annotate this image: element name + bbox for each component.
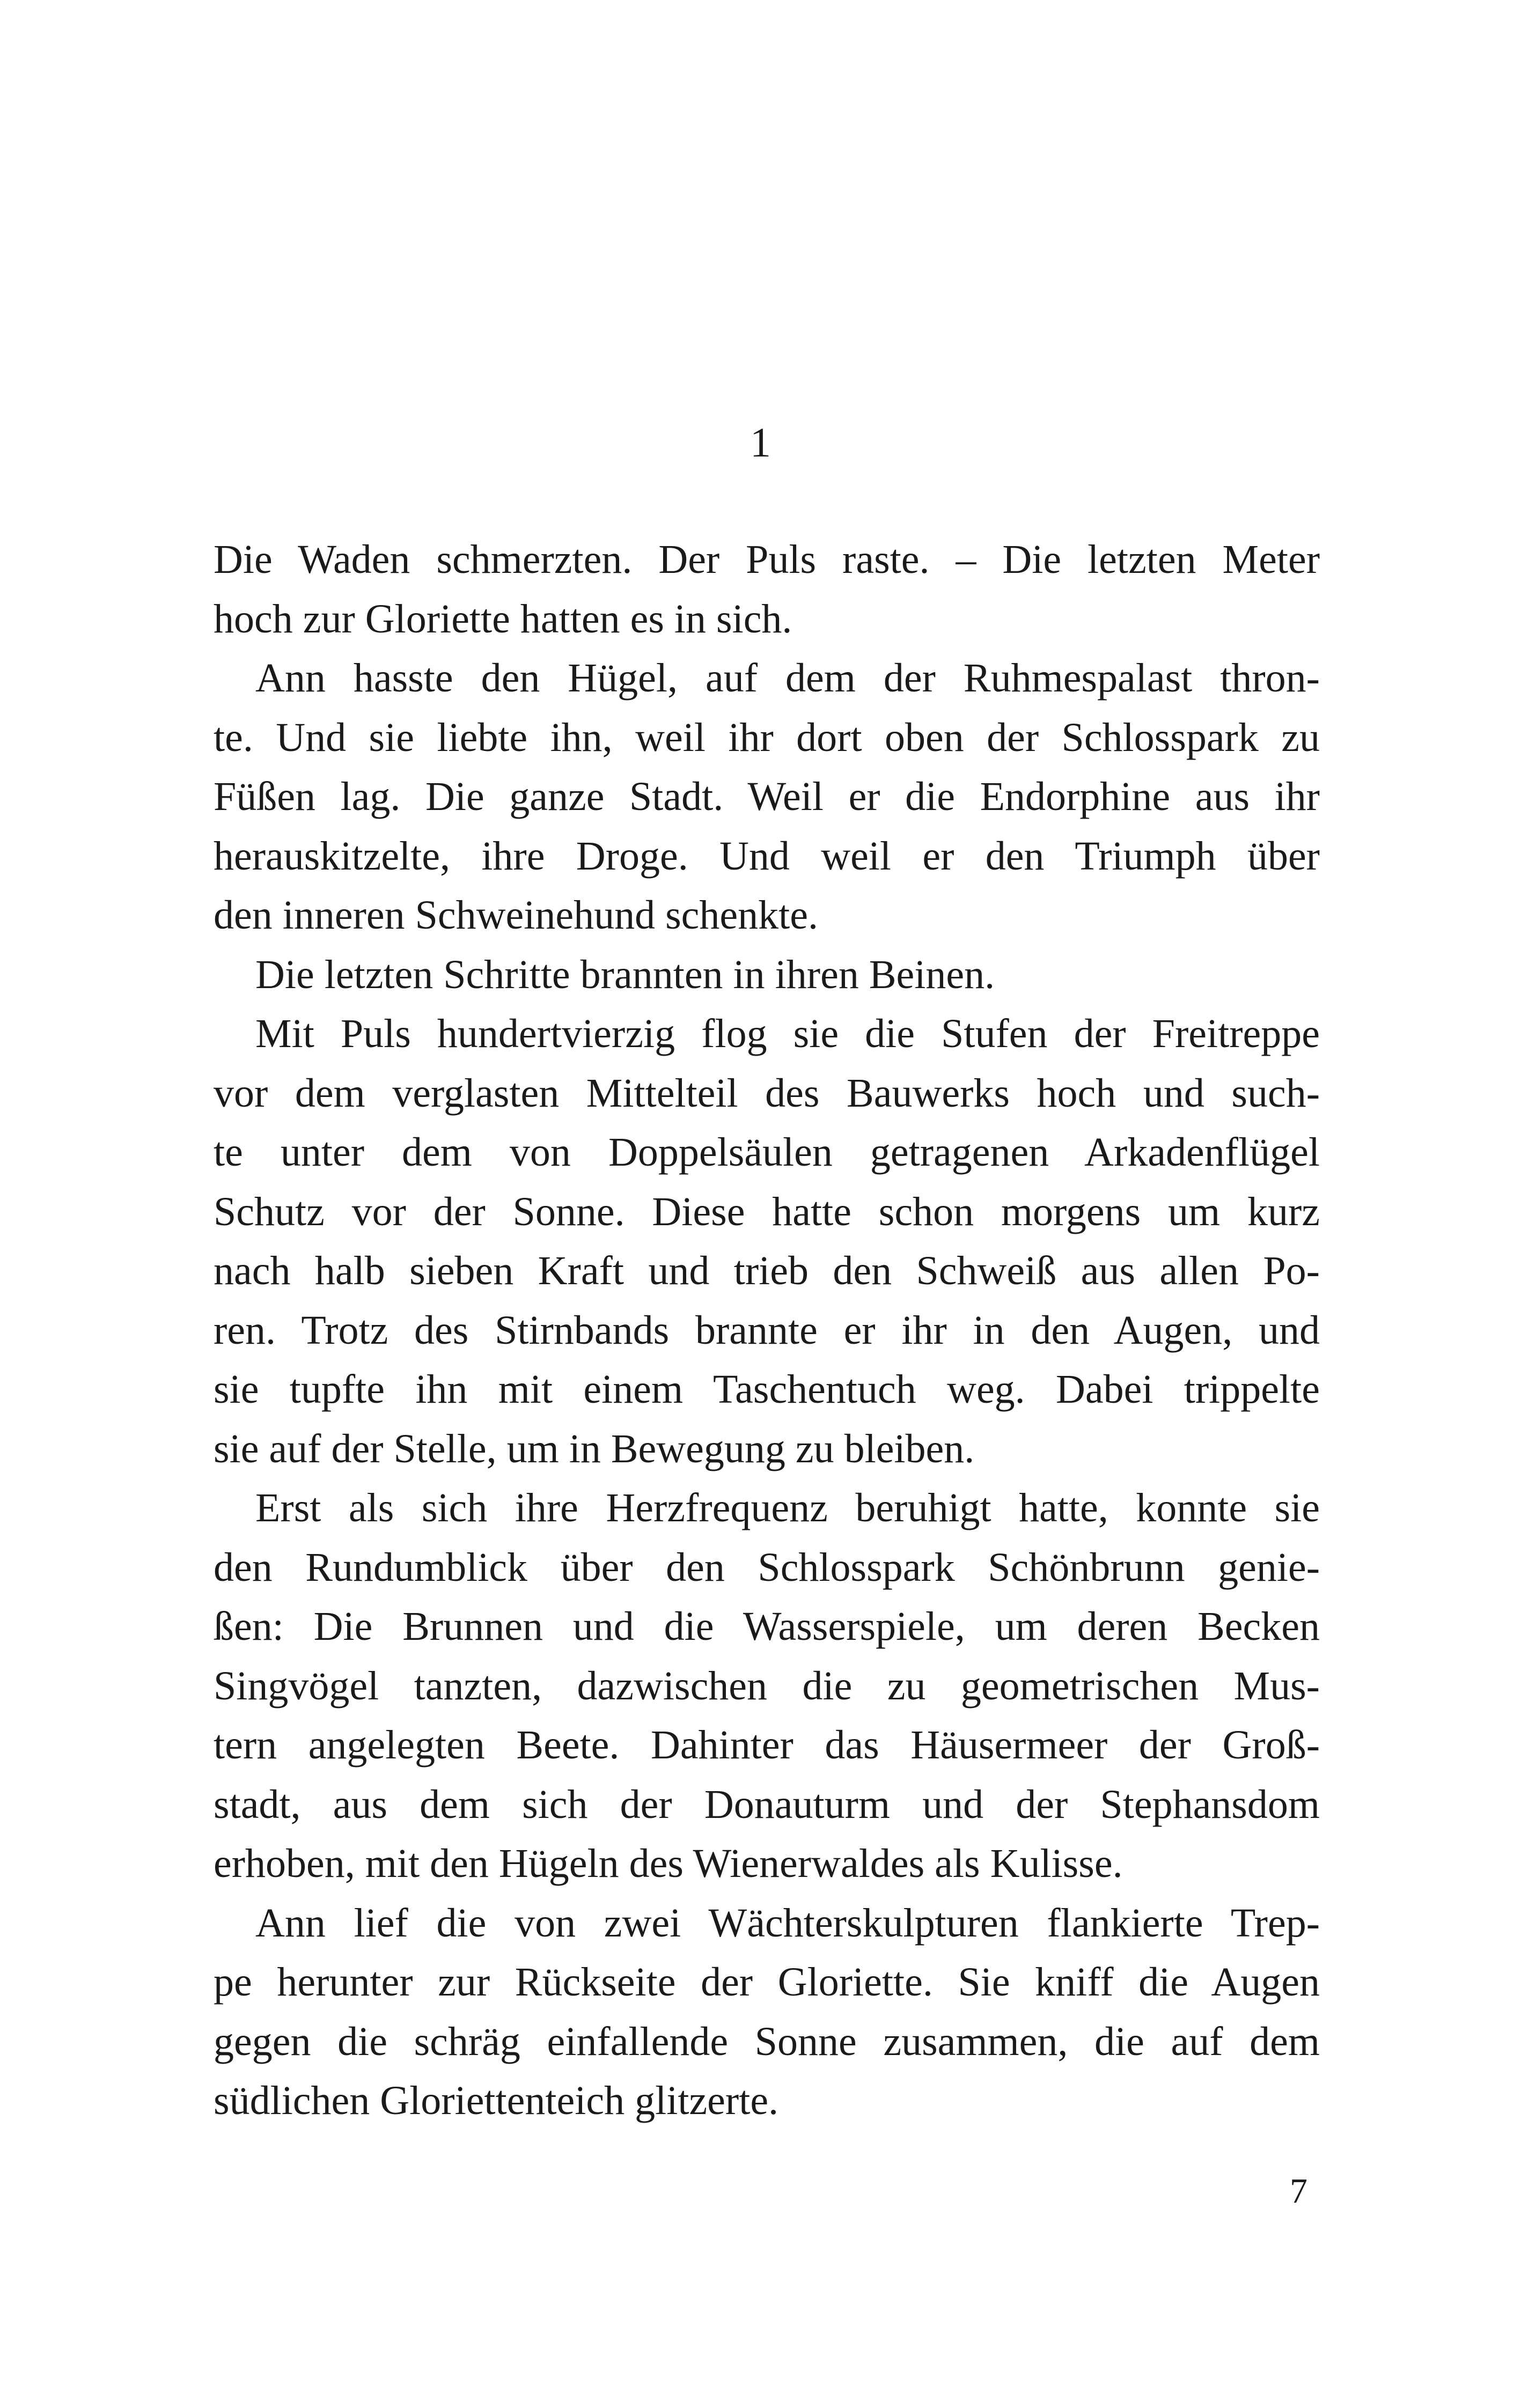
text-line: Schutz vor der Sonne. Diese hatte schon morgens um kurz [214,1189,1320,1234]
text-line: tern angelegten Beete. Dahinter das Häusermeer der Groß- [214,1722,1320,1768]
text-line: Singvögel tanzten, dazwischen die zu geometrischen Mus- [214,1663,1320,1709]
text-line: sie tupfte ihn mit einem Taschentuch weg. Dabei trippelte [214,1367,1320,1412]
text-line: te unter dem von Doppelsäulen getragenen Arkadenflügel [214,1130,1320,1175]
text-line: Erst als sich ihre Herzfrequenz beruhigt hatte, konnte sie [255,1485,1320,1530]
text-line: ßen: Die Brunnen und die Wasserspiele, um deren Becken [214,1604,1320,1649]
text-line: südlichen Gloriettenteich glitzerte. [214,2078,779,2123]
paragraph-2 [214,649,1320,945]
body-text [214,530,1320,2131]
text-line: Füßen lag. Die ganze Stadt. Weil er die Endorphine aus ihr [214,774,1320,819]
text-line: ren. Trotz des Stirnbands brannte er ihr in den Augen, und [214,1307,1320,1353]
text-line: herauskitzelte, ihre Droge. Und weil er den Triumph über [214,833,1320,879]
text-line: Ann hasste den Hügel, auf dem der Ruhmespalast thron- [255,656,1320,701]
text-line: hoch zur Gloriette hatten es in sich. [214,596,792,642]
text-line: nach halb sieben Kraft und trieb den Schweiß aus allen Po- [214,1248,1320,1293]
text-line: Die letzten Schritte brannten in ihren Beinen. [255,952,995,997]
text-line: stadt, aus dem sich der Donauturm und der Stephansdom [214,1781,1320,1827]
text-line: Die Waden schmerzten. Der Puls raste. – Die letzten Meter [214,537,1320,582]
chapter-number: 1 [750,419,771,466]
text-line: gegen die schräg einfallende Sonne zusammen, die auf dem [214,2019,1320,2064]
text-line: vor dem verglasten Mittelteil des Bauwerks hoch und such- [214,1070,1320,1116]
text-line: Mit Puls hundertvierzig flog sie die Stufen der Freitreppe [255,1011,1320,1056]
text-line: erhoben, mit den Hügeln des Wienerwaldes als Kulisse. [214,1841,1123,1886]
text-line: den inneren Schweinehund schenkte. [214,893,818,938]
text-line: sie auf der Stelle, um in Bewegung zu bleiben. [214,1426,975,1471]
text-line: Ann lief die von zwei Wächterskulpturen flankierte Trep- [255,1900,1320,1946]
text-line: te. Und sie liebte ihn, weil ihr dort oben der Schlosspark zu [214,715,1320,760]
paragraph-5 [214,1478,1320,1894]
page-number: 7 [1290,2171,1307,2211]
paragraph-3 [214,945,1320,1005]
text-line: den Rundumblick über den Schlosspark Schönbrunn genie- [214,1544,1320,1590]
paragraph-6 [214,1894,1320,2131]
text-line: pe herunter zur Rückseite der Gloriette. Sie kniff die Augen [214,1960,1320,2005]
paragraph-1 [214,530,1320,649]
paragraph-4 [214,1004,1320,1478]
